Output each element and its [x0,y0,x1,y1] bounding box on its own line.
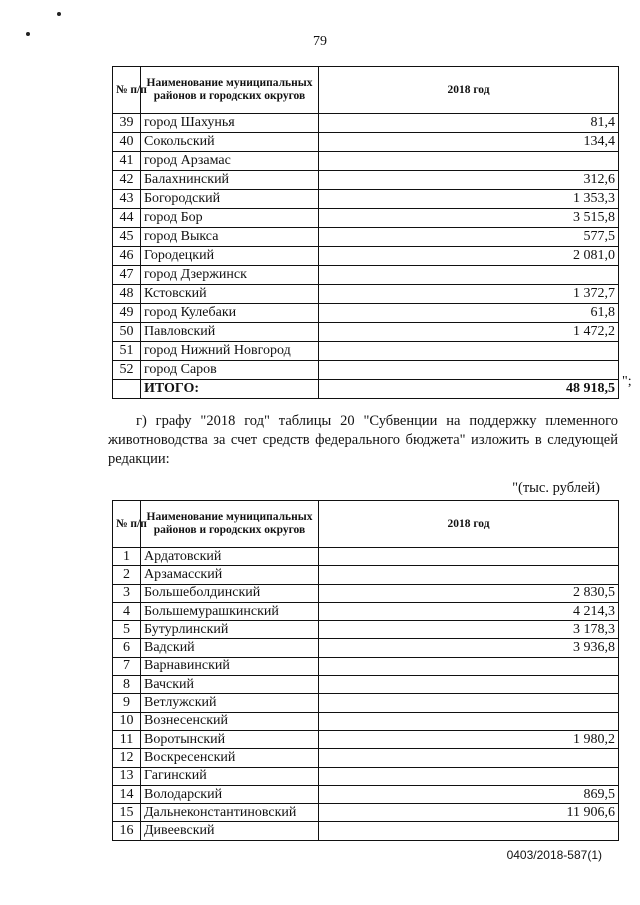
table-row [113,114,619,133]
row-name: Вадский [141,639,319,657]
row-value: 4 214,3 [319,602,619,620]
row-number: 49 [113,304,141,323]
row-number: 39 [113,114,141,133]
header-year: 2018 год [319,67,619,114]
row-value: 577,5 [319,228,619,247]
row-value [319,822,619,840]
row-number: 3 [113,584,141,602]
total-num [113,380,141,399]
table-row [113,749,619,767]
row-name: город Кулебаки [141,304,319,323]
row-number: 2 [113,566,141,584]
scan-dot [57,12,61,16]
total-value: 48 918,5 [319,380,619,399]
row-value [319,749,619,767]
row-name: Павловский [141,323,319,342]
table-row [113,285,619,304]
row-name: Володарский [141,785,319,803]
units-label: "(тыс. рублей) [512,480,600,496]
table-row [113,266,619,285]
table-header-row [113,67,619,114]
table-row [113,822,619,840]
row-number: 40 [113,133,141,152]
row-name: город Саров [141,361,319,380]
row-number: 44 [113,209,141,228]
table-row [113,694,619,712]
row-value [319,566,619,584]
row-number: 13 [113,767,141,785]
amendment-paragraph: г) графу "2018 год" таблицы 20 "Субвенции на поддержку племенного животноводства за счет средств федерального бюджета" изложить в следующей редакции: [108,413,618,467]
table-row [113,584,619,602]
row-name: город Дзержинск [141,266,319,285]
table-row [113,190,619,209]
row-number: 45 [113,228,141,247]
row-value: 312,6 [319,171,619,190]
row-name: город Бор [141,209,319,228]
row-number: 15 [113,804,141,822]
row-value [319,266,619,285]
row-value: 134,4 [319,133,619,152]
table-header-row [113,501,619,548]
row-name: Варнавинский [141,657,319,675]
row-name: город Арзамас [141,152,319,171]
row-name: Воротынский [141,730,319,748]
row-name: Богородский [141,190,319,209]
row-number: 47 [113,266,141,285]
table-row [113,323,619,342]
row-number: 11 [113,730,141,748]
total-label: ИТОГО: [141,380,319,399]
table-row [113,621,619,639]
document-code: 0403/2018-587(1) [506,848,602,862]
row-number: 9 [113,694,141,712]
row-name: Большемурашкинский [141,602,319,620]
header-name: Наименование муниципальных районов и городских округов [141,501,319,548]
table-row [113,152,619,171]
row-value: 1 980,2 [319,730,619,748]
row-value [319,676,619,694]
table-row [113,657,619,675]
row-value: 3 515,8 [319,209,619,228]
row-name: Вачский [141,676,319,694]
subvention-table [112,500,619,841]
row-number: 52 [113,361,141,380]
row-value: 2 081,0 [319,247,619,266]
row-name: Воскресенский [141,749,319,767]
row-value: 869,5 [319,785,619,803]
header-num: № п/п [113,67,141,114]
table-row [113,602,619,620]
table-row [113,730,619,748]
row-name: Балахнинский [141,171,319,190]
row-name: Дальнеконстантиновский [141,804,319,822]
row-number: 46 [113,247,141,266]
row-value: 81,4 [319,114,619,133]
row-value [319,361,619,380]
table-row [113,676,619,694]
row-number: 14 [113,785,141,803]
row-name: Арзамасский [141,566,319,584]
row-value [319,694,619,712]
row-number: 41 [113,152,141,171]
table-row [113,361,619,380]
header-year: 2018 год [319,501,619,548]
row-value: 1 372,7 [319,285,619,304]
row-number: 6 [113,639,141,657]
row-number: 16 [113,822,141,840]
row-number: 43 [113,190,141,209]
row-value [319,712,619,730]
table-row [113,228,619,247]
row-value [319,342,619,361]
row-name: Кстовский [141,285,319,304]
page-number: 79 [313,34,327,49]
row-value: 3 936,8 [319,639,619,657]
row-name: Сокольский [141,133,319,152]
row-number: 48 [113,285,141,304]
row-number: 8 [113,676,141,694]
row-value: 3 178,3 [319,621,619,639]
row-name: город Нижний Новгород [141,342,319,361]
row-value: 1 472,2 [319,323,619,342]
row-name: Городецкий [141,247,319,266]
row-number: 10 [113,712,141,730]
row-name: Ветлужский [141,694,319,712]
table-row [113,342,619,361]
header-name: Наименование муниципальных районов и городских округов [141,67,319,114]
row-number: 42 [113,171,141,190]
row-name: Вознесенский [141,712,319,730]
table-row [113,639,619,657]
row-value [319,152,619,171]
total-row [113,380,619,399]
table-row [113,133,619,152]
row-number: 51 [113,342,141,361]
row-name: Ардатовский [141,548,319,566]
row-value: 1 353,3 [319,190,619,209]
row-number: 1 [113,548,141,566]
table-row [113,804,619,822]
row-value: 61,8 [319,304,619,323]
row-name: Дивеевский [141,822,319,840]
row-value [319,767,619,785]
row-value [319,657,619,675]
row-name: город Шахунья [141,114,319,133]
row-name: Бутурлинский [141,621,319,639]
header-num: № п/п [113,501,141,548]
table-row [113,247,619,266]
row-number: 7 [113,657,141,675]
table-row [113,712,619,730]
table-row [113,209,619,228]
table-row [113,566,619,584]
row-name: город Выкса [141,228,319,247]
closing-quote: "; [622,374,632,389]
table-row [113,171,619,190]
row-name: Гагинский [141,767,319,785]
table-row [113,304,619,323]
table-row [113,548,619,566]
table-row [113,767,619,785]
allocation-table-continued [112,66,619,399]
row-number: 4 [113,602,141,620]
row-value: 11 906,6 [319,804,619,822]
row-value: 2 830,5 [319,584,619,602]
row-name: Большеболдинский [141,584,319,602]
row-number: 12 [113,749,141,767]
row-number: 50 [113,323,141,342]
row-value [319,548,619,566]
row-number: 5 [113,621,141,639]
table-row [113,785,619,803]
